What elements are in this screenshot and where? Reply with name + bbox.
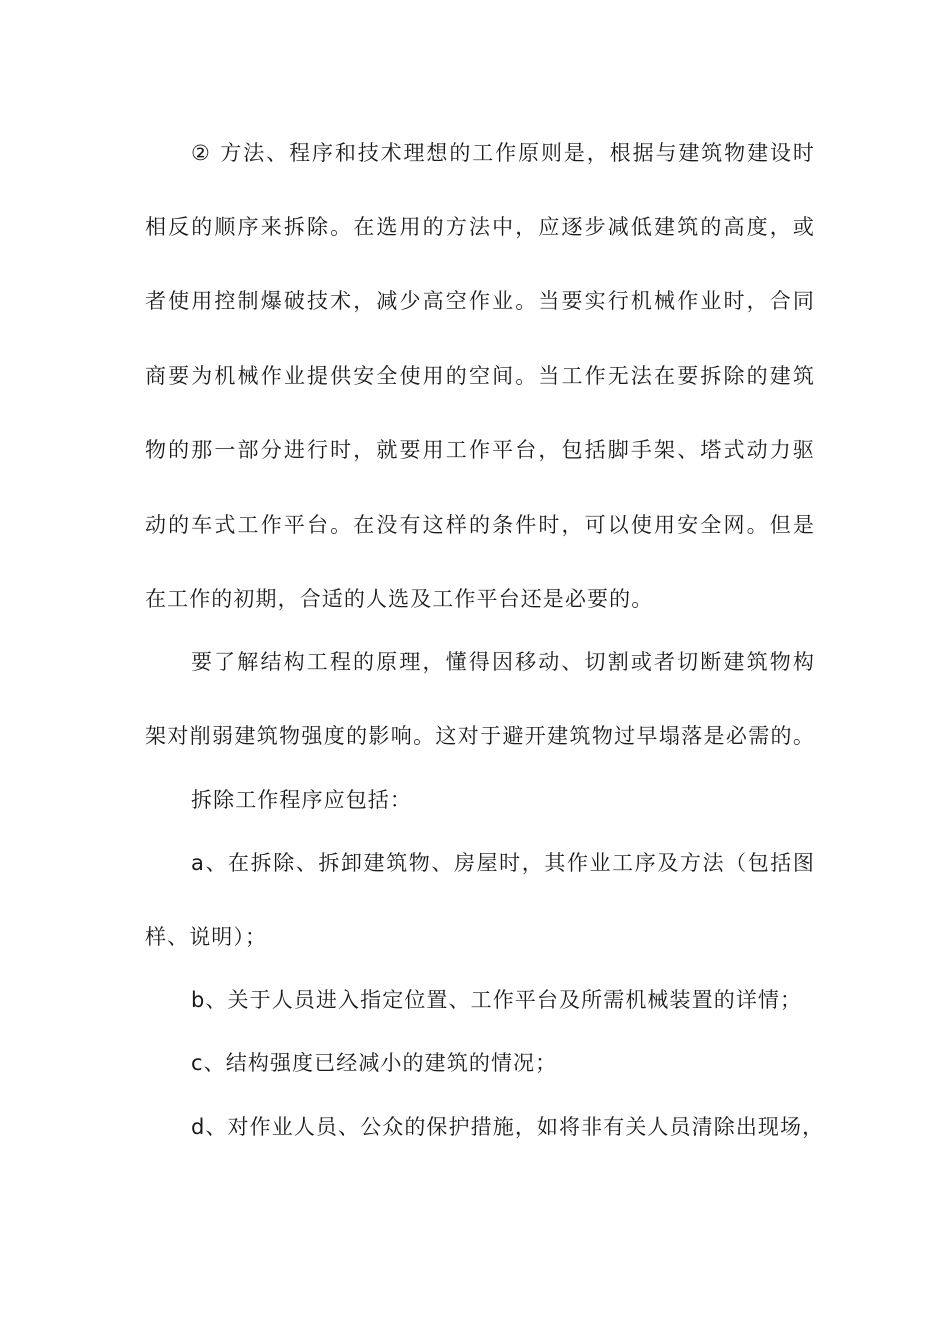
paragraph-line: 商要为机械作业提供安全使用的空间。当工作无法在要拆除的建筑 bbox=[145, 364, 815, 388]
paragraph-line: ② 方法、程序和技术理想的工作原则是，根据与建筑物建设时 bbox=[191, 141, 815, 165]
paragraph-line: 架对削弱建筑物强度的影响。这对于避开建筑物过早塌落是必需的。 bbox=[145, 724, 815, 748]
paragraph-line: 拆除工作程序应包括： bbox=[191, 788, 412, 812]
paragraph-line: 物的那一部分进行时，就要用工作平台，包括脚手架、塔式动力驱 bbox=[145, 438, 815, 462]
list-item: a、在拆除、拆卸建筑物、房屋时，其作业工序及方法（包括图 bbox=[191, 851, 815, 875]
paragraph-line: 要了解结构工程的原理，懂得因移动、切割或者切断建筑物构 bbox=[191, 650, 815, 674]
list-item: 样、说明）； bbox=[145, 925, 268, 949]
paragraph-line: 在工作的初期，合适的人选及工作平台还是必要的。 bbox=[145, 587, 654, 611]
paragraph-line: 相反的顺序来拆除。在选用的方法中，应逐步减低建筑的高度，或 bbox=[145, 215, 815, 239]
paragraph-line: 动的车式工作平台。在没有这样的条件时，可以使用安全网。但是 bbox=[145, 513, 815, 537]
list-item: c、结构强度已经减小的建筑的情况； bbox=[191, 1051, 558, 1075]
list-item: d、对作业人员、公众的保护措施，如将非有关人员清除出现场， bbox=[191, 1115, 825, 1139]
paragraph-line: 者使用控制爆破技术，减少高空作业。当要实行机械作业时，合同 bbox=[145, 289, 815, 313]
list-item: b、关于人员进入指定位置、工作平台及所需机械装置的详情； bbox=[191, 988, 803, 1012]
